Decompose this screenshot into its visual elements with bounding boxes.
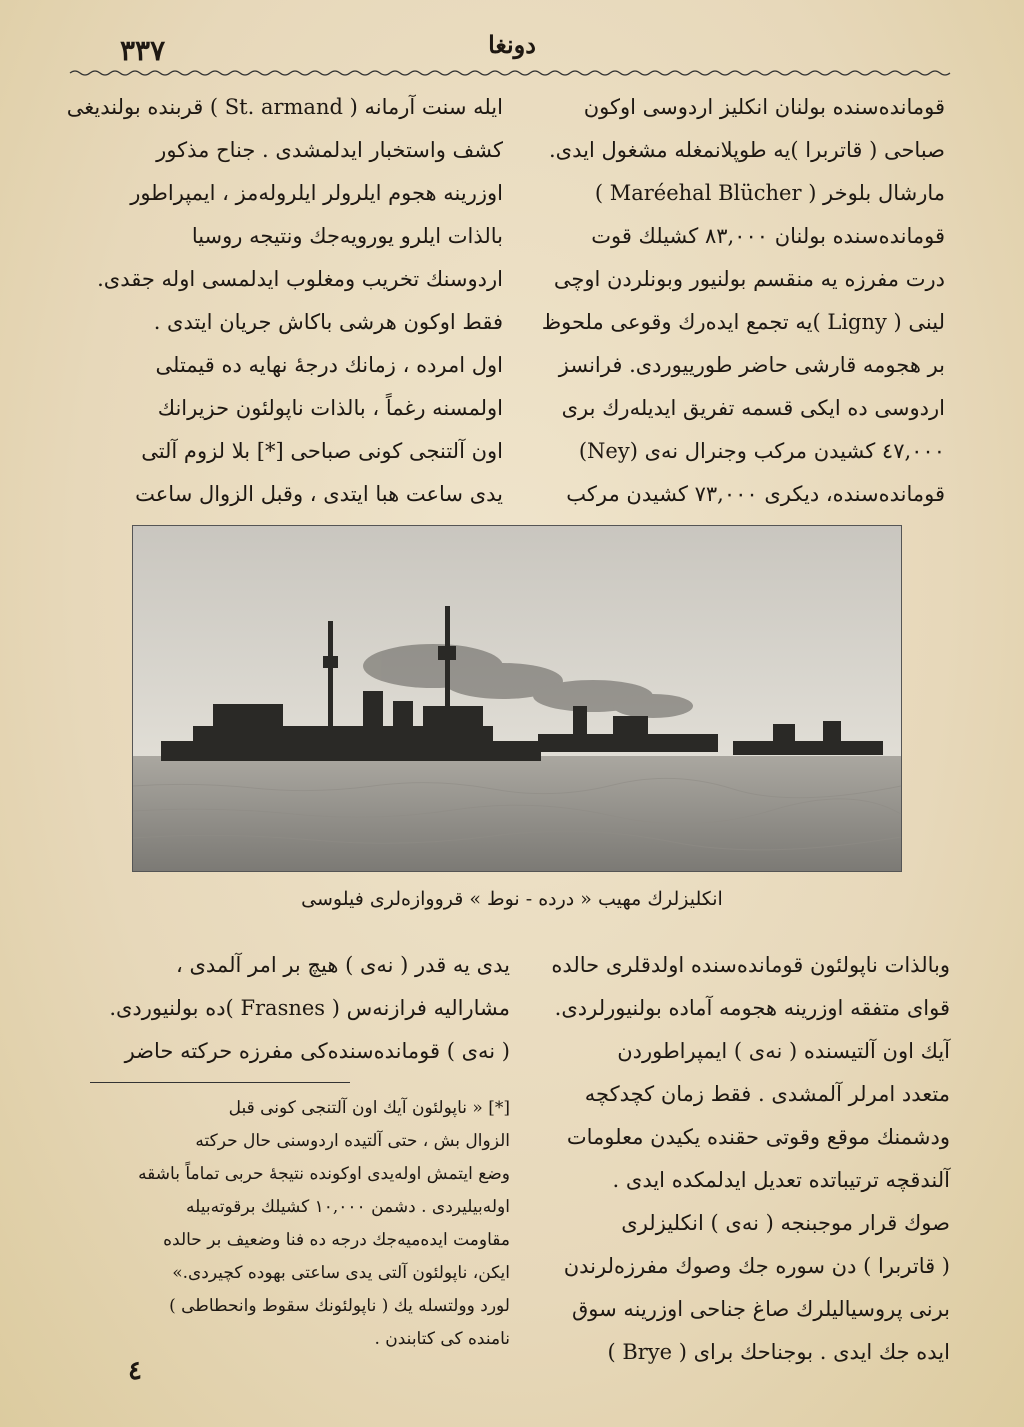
text-line: برنی پروسیالیلرك صاغ جناحی اوزرینه سوق [571,1297,950,1321]
text-line: مارشال بلوخر ( Maréehal Blücher ) [594,181,945,205]
text-line: ٤٧,٠٠٠ كشیدن مركب وجنرال نەی (Ney) [578,439,945,463]
text-line: بالذات ایلرو یورویەجك ونتیجه روسیا [191,224,503,248]
text-line: مشارالیه فرازنەس ( Frasnes )ده بولنیوردی. [109,996,510,1020]
text-line: اولمسنه رغماً ، بالذات ناپولئون حزیرانك [157,396,503,420]
footnote-line: لورد وولتسله یك ( ناپولئونك سقوط وانحطاطی ) [169,1296,510,1316]
text-line: وبالذات ناپولئون قوماندەسنده اولدقلری حالده [551,953,950,977]
text-line: قوماندەسندە بولنان ٨٣,٠٠٠ كشیلك قوت [591,224,945,248]
text-line: یدی ساعت هبا ایتدی ، وقبل الزوال ساعت [135,482,503,506]
footnote-line: وضع ایتمش اولەیدی اوكونده نتیجۀ حربی تماماً باشقه [138,1164,510,1184]
text-line: درت مفرزه یه منقسم بولنیور وبونلردن اوچی [553,267,945,291]
text-line: اردوسنك تخریب ومغلوب ایدلمسی اوله جقدی. [97,267,503,291]
running-title: دونغا [488,30,536,59]
column-right-top [540,86,945,516]
text-line: اون آلتنجی كونی صباحی [*] بلا لزوم آلتی [141,439,503,463]
text-line: ( قاتربرا ) دن سوره جك وصوك مفرزەلرندن [563,1254,950,1278]
footnote-line: اولەبیلیردی . دشمن ١٠,٠٠٠ كشیلك برقوتەبیله [186,1197,510,1217]
text-line: ایده جك ایدی . بوجناحك برای ( Brye ) [607,1340,950,1364]
column-right-bottom [528,944,950,1374]
text-line: آلندقچه ترتیباتده تعدیل ایدلمكده ایدی . [612,1168,950,1192]
text-line: متعدد امرلر آلمشدی . فقط زمان كچدكچه [584,1082,950,1106]
footnote [85,1092,510,1356]
page-number: ٣٣٧ [120,34,166,67]
footnote-line: الزوال بش ، حتی آلتیده اردوسنی حال حركته [195,1131,510,1151]
text-line: ودشمنك موقع وقوتی حقنده یكیدن معلومات [566,1125,950,1149]
column-left-bottom [85,944,510,1073]
text-line: قوای متفقه اوزرینه هجومه آماده بولنیورلردی. [554,996,950,1020]
text-line: لینی ( Ligny )یه تجمع ایدەرك وقوعی ملحوظ [541,310,945,334]
text-line: قوماندەسندە بولنان انكليز اردوسی اوکون [583,95,945,119]
footnote-line: مقاومت ایدەمیەجك درجه ده فنا وضعیف بر حالده [163,1230,510,1250]
footnote-rule [90,1082,350,1083]
column-left-top [66,86,503,516]
footnote-line: ایكن، ناپولئون آلتی یدی ساعتی بهوده كچیردی.» [172,1263,510,1283]
text-line: كشف واستخبار ایدلمشدی . جناح مذكور [156,138,503,162]
text-line: آیك اون آلتیسنده ( نەی ) ایمپراطوردن [617,1039,950,1063]
battleship-fleet-photo [132,525,902,872]
text-line: اردوسی ده ایکی قسمه تفریق ایدیلەرك بری [561,396,945,420]
text-line: صوك قرار موجبنجه ( نەی ) انكلیزلری [621,1211,950,1235]
header-rule [70,68,950,78]
text-line: اول امرده ، زمانك درجۀ نهایه ده قیمتلی [155,353,503,377]
footnote-line: [*] « ناپولئون آیك اون آلتنجی كونی قبل [228,1098,510,1118]
photo-caption: انكلیزلرك مهیب « درده - نوط » قرووازه‌لری فیلوسی [301,888,723,910]
footnote-line: نامنده كی كتابندن . [374,1329,510,1349]
signature-mark: ٤ [128,1356,142,1386]
text-line: بر هجومه قارشی حاضر طورییوردی. فرانسز [558,353,945,377]
text-line: فقط اوكون هرشی باكاش جریان ایتدی . [153,310,503,334]
text-line: ( نەی ) قوماندەسندەكی مفرزه حركته حاضر [124,1039,510,1063]
text-line: صباحی ( قاتربرا )یه طوپلانمغله مشغول ایدی. [548,138,945,162]
text-line: ایله سنت آرمانه ( St. armand ) قربنده بولندیغی [66,95,503,119]
text-line: قوماندەسنده، دیكری ٧٣,٠٠٠ كشیدن مركب [566,482,945,506]
text-line: یدی یه قدر ( نەی ) هیچ بر امر آلمدی ، [176,953,510,977]
text-line: اوزرینه هجوم ایلرولر ایلرولەمز ، ایمپراطور [130,181,503,205]
